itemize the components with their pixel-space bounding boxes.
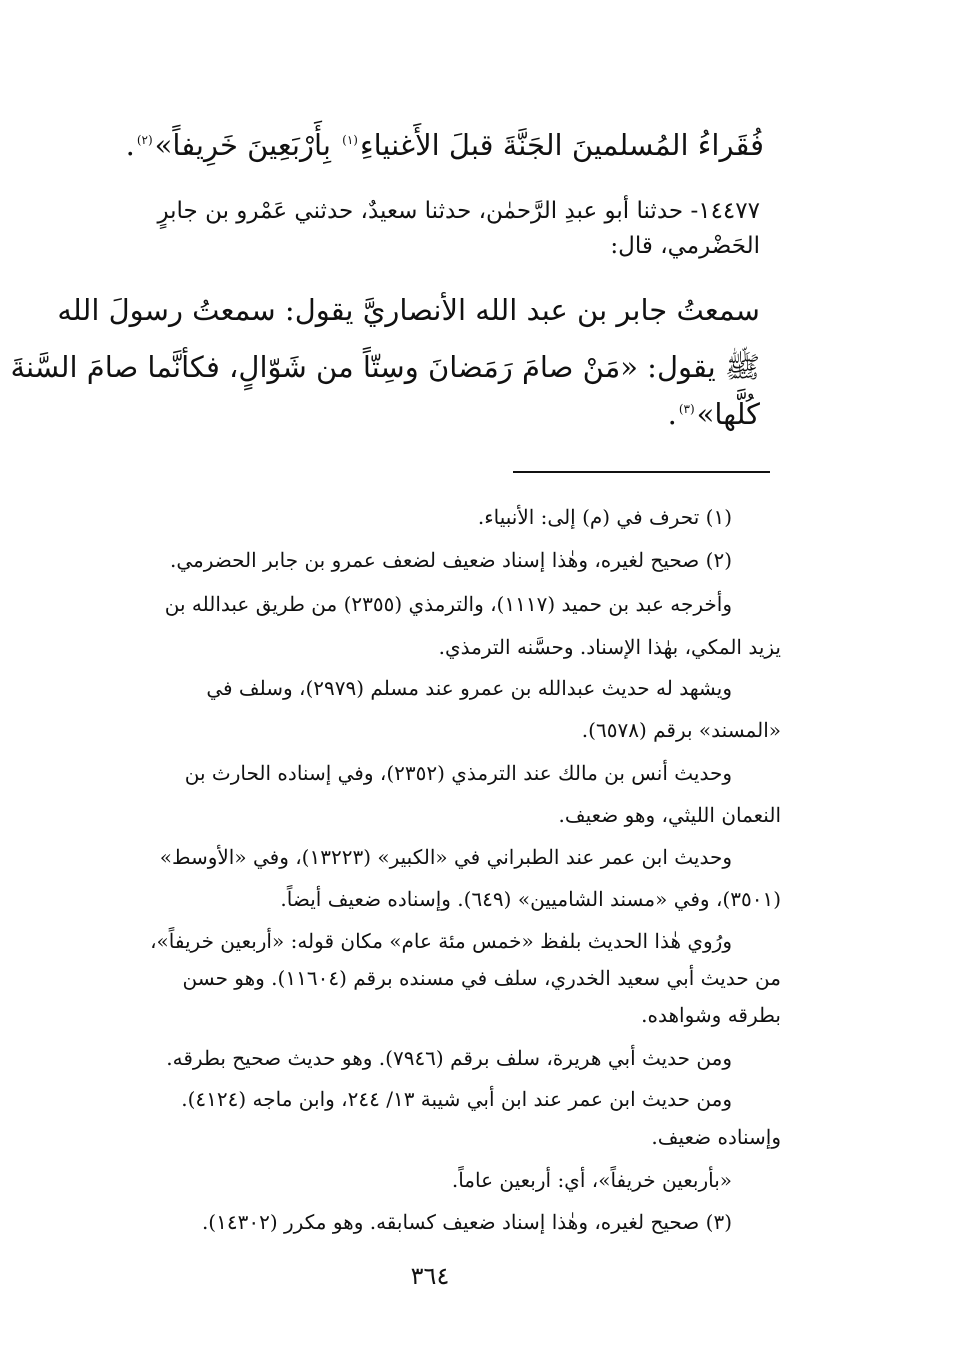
footnote-line: وحديث أنس بن مالك عند الترمذي (٢٣٥٢)، وفي إسناده الحارث بن: [184, 761, 732, 785]
footnote-line: (٣) صحيح لغيره، وهٰذا إسناد ضعيف كسابقه. وهو مكرر (١٤٣٠٢).: [201, 1210, 732, 1234]
hadith-body-line-2: ﷺ يقول: «مَنْ صامَ رَمَضانَ وسِتّاً من شَوّالٍ، فكأنَّما صامَ السَّنةَ: [10, 350, 760, 384]
footnote-line: «المسند» برقم (٦٥٧٨).: [581, 718, 781, 742]
main-text-segment: بِأَرْبَعِينَ خَرِيفاً»: [154, 128, 331, 162]
footnote-line: يزيد المكي، بهٰذا الإسناد. وحسَّنه الترمذي.: [438, 635, 781, 659]
footnote-line: وإسناده ضعيف.: [651, 1125, 781, 1149]
footnote-line: (١) تحرف في (م) إلى: الأنبياء.: [477, 505, 732, 529]
footnote-line: وحديث ابن عمر عند الطبراني في «الكبير» (١٣٢٢٣)، وفي «الأوسط»: [159, 845, 732, 869]
footnote-separator: [513, 471, 770, 473]
page-number: ٣٦٤: [410, 1262, 450, 1290]
main-text-segment: كُلَّها»: [696, 397, 760, 431]
footnote-line: ويشهد له حديث عبدالله بن عمرو عند مسلم (٢٩٧٩)، وسلف في: [206, 676, 732, 700]
hadith-body-line-3: [668, 397, 760, 431]
main-text-line-1: [126, 128, 764, 162]
main-text-segment: فُقَراءُ المُسلمينَ الجَنَّةَ قبلَ الأَغنياءِ: [359, 128, 764, 162]
hadith-body-line-1: سمعتُ جابر بن عبد الله الأنصاريَّ يقول: سمعتُ رسولَ الله: [57, 293, 760, 327]
footnote-line: بطرقه وشواهده.: [641, 1003, 781, 1027]
main-text-segment: .: [125, 128, 135, 162]
footnote-line: وأخرجه عبد بن حميد (١١١٧)، والترمذي (٢٣٥٥) من طريق عبدالله بن: [164, 592, 732, 616]
footnote-line: من حديث أبي سعيد الخدري، سلف في مسنده برقم (١١٦٠٤). وهو حسن: [182, 966, 781, 990]
footnote-ref-2[interactable]: (٢): [136, 133, 153, 148]
footnote-line: ورُوي هٰذا الحديث بلفظ «خمس مئة عام» مكان قوله: «أربعين خريفاً»،: [150, 929, 732, 953]
footnote-line: النعمان الليثي، وهو ضعيف.: [558, 803, 781, 827]
footnote-line: (٢) صحيح لغيره، وهٰذا إسناد ضعيف لضعف عمرو بن جابر الحضرمي.: [169, 548, 732, 572]
footnote-line: ومن حديث ابن عمر عند ابن أبي شيبة ١٣/ ٢٤٤، وابن ماجه (٤١٢٤).: [181, 1087, 732, 1111]
footnote-ref-1[interactable]: (١): [342, 133, 358, 148]
footnote-line: «بأربعين خريفاً»، أي: أربعين عاماً.: [451, 1168, 732, 1192]
footnote-ref-3[interactable]: (٣): [678, 402, 695, 417]
hadith-chain-line-1: ١٤٤٧٧- حدثنا أبو عبدِ الرَّحمٰن، حدثنا سعيدٌ، حدثني عَمْرو بن جابرٍ: [157, 198, 760, 224]
hadith-chain-line-2: الحَضْرمي، قال:: [610, 233, 760, 259]
main-text-segment: .: [667, 397, 677, 431]
footnote-line: ومن حديث أبي هريرة، سلف برقم (٧٩٤٦). وهو حديث صحيح بطرقه.: [166, 1046, 732, 1070]
footnote-line: (٣٥٠١)، وفي «مسند الشاميين» (٦٤٩). وإسناده ضعيف أيضاً.: [280, 887, 781, 911]
